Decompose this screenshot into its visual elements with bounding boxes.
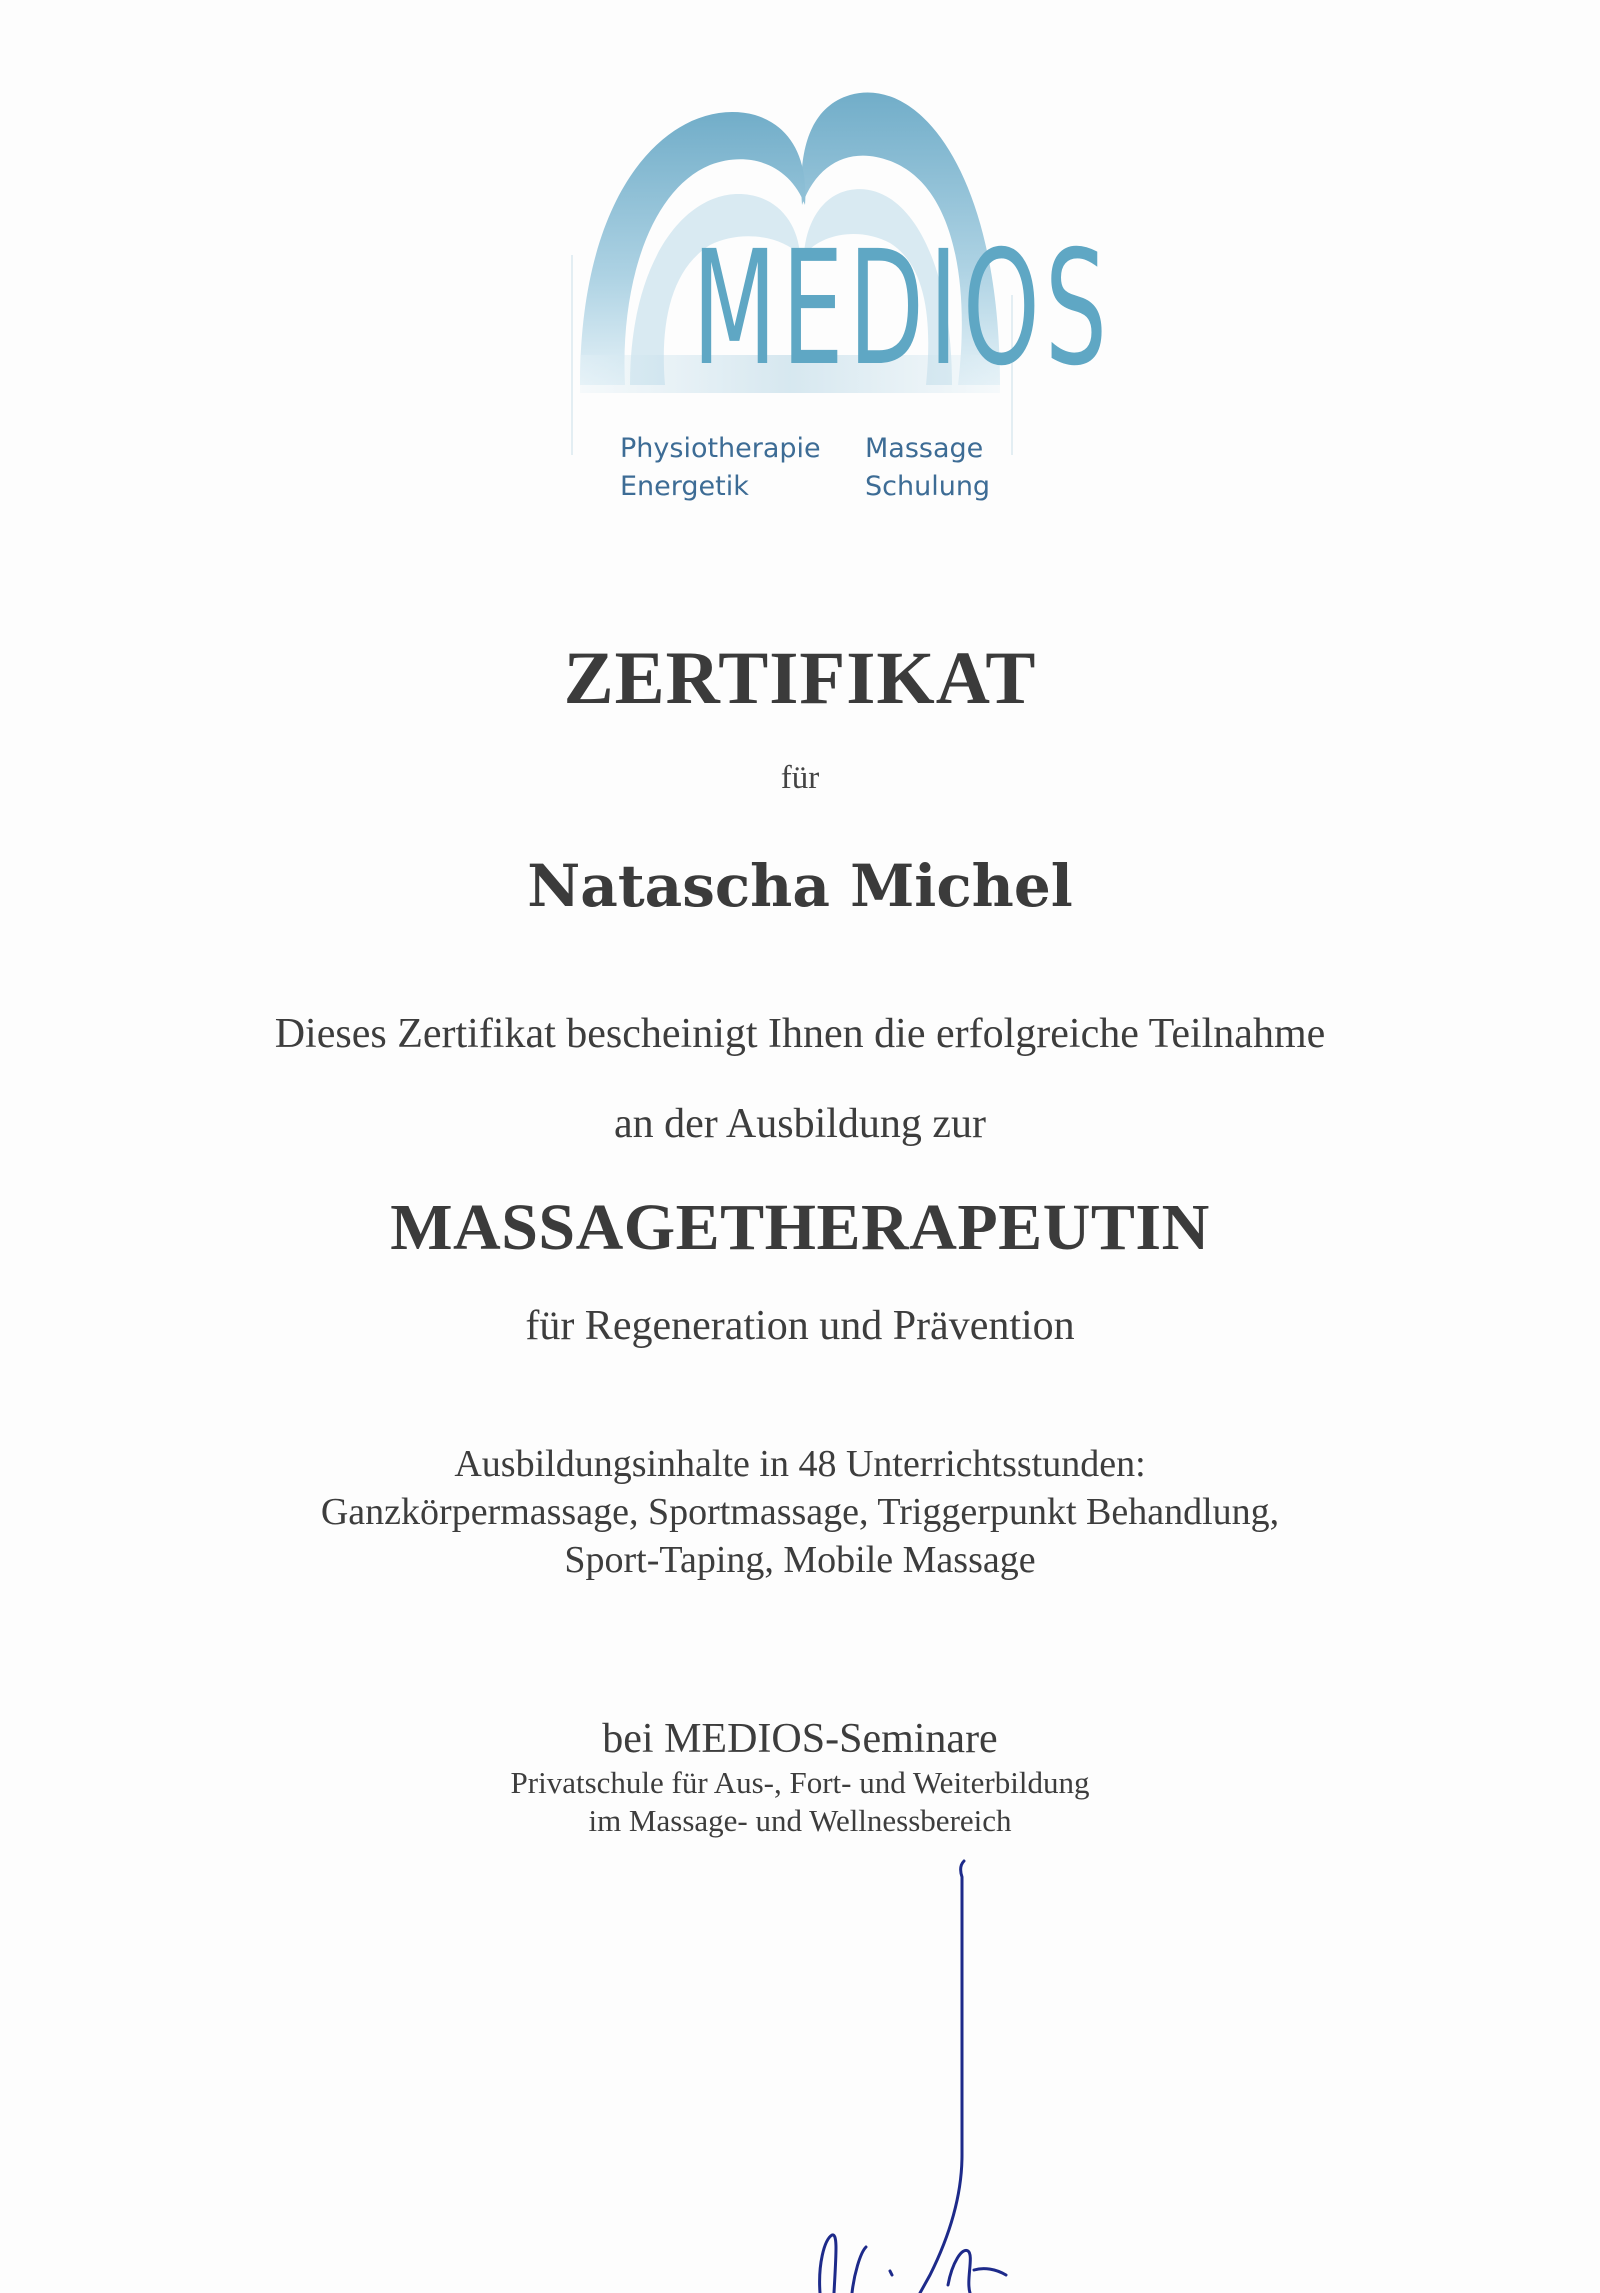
logo-tag-physiotherapie: Physiotherapie (620, 433, 821, 464)
recipient-name: Natascha Michel (527, 852, 1073, 920)
logo-tagline-right (865, 430, 990, 506)
logo-wordmark: MEDIOS (692, 217, 1112, 401)
contents-line: Ganzkörpermassage, Sportmassage, Triggerpunkt Behandlung, (320, 1491, 1280, 1533)
logo-tag-energetik: Energetik (620, 471, 749, 502)
signature (780, 1855, 1040, 2293)
medios-logo (560, 55, 1112, 525)
contents-line: Ausbildungsinhalte in 48 Unterrichtsstunden: (454, 1443, 1146, 1485)
logo-tag-schulung: Schulung (865, 471, 991, 502)
contents-line: Sport-Taping, Mobile Massage (564, 1539, 1036, 1581)
school-description-line: im Massage- und Wellnessbereich (588, 1803, 1012, 1838)
training-contents (0, 1440, 1600, 1584)
school-description (0, 1764, 1600, 1840)
profession-subtitle: für Regeneration und Prävention (525, 1303, 1075, 1349)
confirmation-text: Dieses Zertifikat bescheinigt Ihnen die erfolgreiche Teilnahme (274, 1011, 1326, 1057)
profession-title: MASSAGETHERAPEUTIN (390, 1191, 1210, 1264)
certificate-title: ZERTIFIKAT (563, 637, 1037, 720)
training-intro-text: an der Ausbildung zur (613, 1101, 987, 1147)
logo-tagline-left (620, 430, 821, 506)
logo-tag-massage: Massage (865, 433, 984, 464)
school-description-line: Privatschule für Aus-, Fort- und Weiterbildung (510, 1765, 1090, 1800)
school-name: bei MEDIOS-Seminare (602, 1716, 998, 1762)
for-label: für (780, 760, 820, 796)
